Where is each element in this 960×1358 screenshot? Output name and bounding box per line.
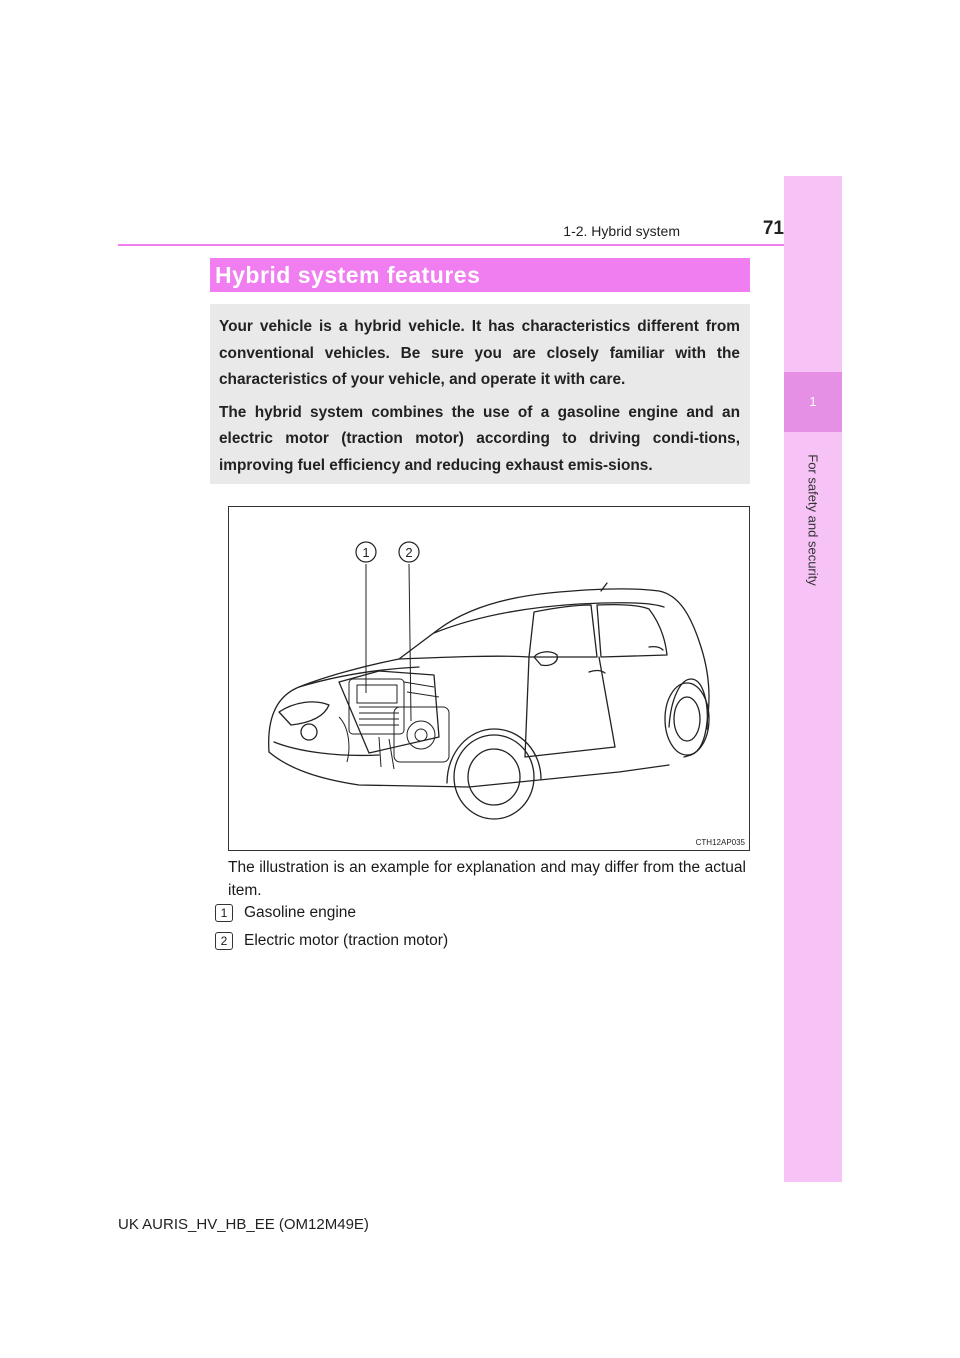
page-heading: Hybrid system features: [210, 258, 750, 292]
vehicle-illustration: [228, 506, 750, 851]
side-tab: [784, 176, 842, 1182]
page-number: 71: [762, 218, 784, 239]
header-rule: [118, 244, 784, 246]
document-footer-id: UK AURIS_HV_HB_EE (OM12M49E): [118, 1216, 369, 1233]
summary-paragraph-1: Your vehicle is a hybrid vehicle. It has characteristics different from conventional vehicles. Be sure you are closely familiar with the characteristics of your vehicle, and operate it with care.: [219, 318, 740, 388]
figure-callout-1: [356, 542, 376, 562]
car-line-drawing: [229, 507, 750, 851]
chapter-label: For safety and security: [805, 454, 821, 586]
callout-2-label: 2: [405, 545, 413, 560]
legend-number-2: 2: [215, 932, 233, 950]
section-title: 1-2. Hybrid system: [563, 223, 680, 239]
summary-paragraph-2: The hybrid system combines the use of a gasoline engine and an electric motor (traction motor) according to driving condi-tions, improving fuel efficiency and reducing exhaust emis-sions.: [219, 403, 740, 474]
figure-code: CTH12AP035: [695, 838, 745, 847]
figure-caption: The illustration is an example for explanation and may differ from the actual item.: [228, 859, 746, 899]
callout-1-label: 1: [362, 545, 370, 560]
legend-item-gasoline-engine: [215, 903, 356, 923]
legend-label-1: Gasoline engine: [244, 904, 357, 921]
legend-item-electric-motor: [215, 931, 448, 951]
summary-box: [210, 304, 750, 484]
figure-callout-2: [399, 542, 419, 562]
chapter-number-tab: 1: [784, 372, 842, 432]
legend-number-1: 1: [215, 904, 233, 922]
legend-label-2: Electric motor (traction motor): [244, 932, 449, 949]
